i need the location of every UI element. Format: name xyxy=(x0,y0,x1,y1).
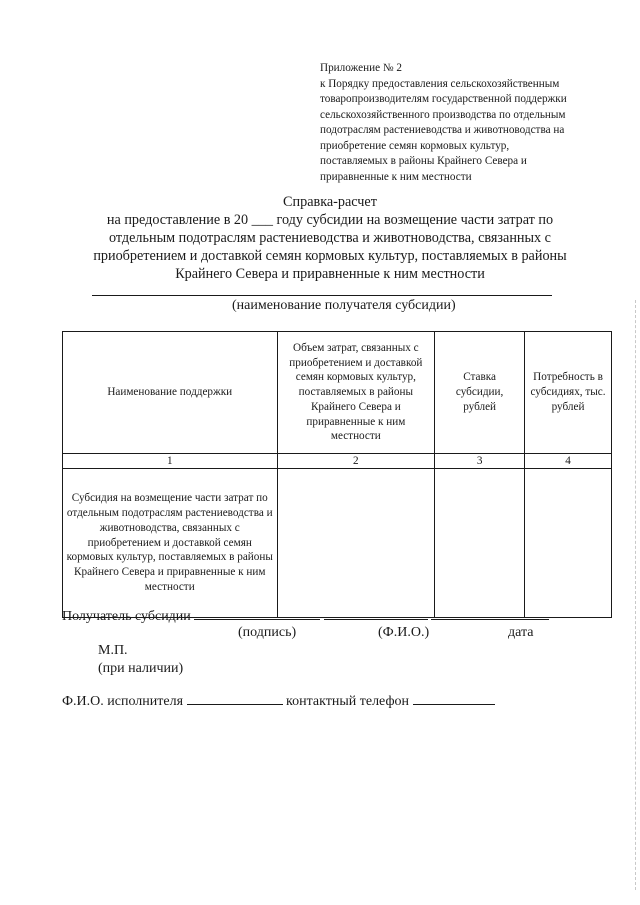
subsidy-need-cell[interactable] xyxy=(525,469,612,618)
title-line: приобретением и доставкой семян кормовых культур, поставляемых в районы xyxy=(93,248,567,264)
signature-caption: (подпись) xyxy=(238,625,297,640)
stamp-note: (при наличии) xyxy=(98,661,184,676)
title-heading: Справка-расчет xyxy=(283,194,377,210)
executor-name-line[interactable] xyxy=(187,692,283,705)
appendix-line: приравненные к ним местности xyxy=(320,170,472,183)
scan-edge xyxy=(634,300,636,890)
header-cell: Объем затрат, связанных с приобретением и доставкой семян кормовых культур, поставляемых в районы Крайнего Севера и приравненные к ним местности xyxy=(277,332,435,454)
signature-line[interactable] xyxy=(194,607,320,620)
column-number: 2 xyxy=(277,454,435,469)
recipient-label: Получатель субсидии xyxy=(62,609,191,624)
cost-volume-cell[interactable] xyxy=(277,469,435,618)
column-number: 1 xyxy=(63,454,278,469)
appendix-line: сельскохозяйственного производства по отдельным xyxy=(320,108,566,121)
executor-row xyxy=(62,692,495,710)
appendix-line: Приложение № 2 xyxy=(320,62,402,74)
column-number: 3 xyxy=(435,454,525,469)
table-row xyxy=(63,469,612,618)
date-caption: дата xyxy=(508,625,534,640)
appendix-line: приобретение семян кормовых культур, xyxy=(320,139,510,152)
recipient-name-line xyxy=(92,295,552,296)
header-cell: Ставка субсидии, рублей xyxy=(435,332,525,454)
calculation-table xyxy=(62,331,612,618)
appendix-line: подотраслям растениеводства и животноводства на xyxy=(320,124,565,136)
stamp-label: М.П. xyxy=(98,643,128,658)
title-line: отдельным подотраслям растениеводства и животноводства, связанных с xyxy=(109,230,551,246)
recipient-signature-row xyxy=(62,607,549,625)
executor-label: Ф.И.О. исполнителя xyxy=(62,694,184,709)
column-number: 4 xyxy=(525,454,612,469)
phone-label: контактный телефон xyxy=(286,694,410,709)
fio-line[interactable] xyxy=(324,607,428,620)
phone-line[interactable] xyxy=(413,692,495,705)
document-title xyxy=(60,193,600,283)
date-line[interactable] xyxy=(431,607,549,620)
title-line: на предоставление в 20 ___ году субсидии на возмещение части затрат по xyxy=(106,212,554,228)
appendix-line: товаропроизводителям государственной поддержки xyxy=(320,93,567,105)
appendix-line: к Порядку предоставления сельскохозяйственным xyxy=(320,77,560,90)
appendix-line: поставляемых в районы Крайнего Севера и xyxy=(320,155,527,167)
recipient-caption: (наименование получателя субсидии) xyxy=(232,298,456,313)
column-number-row xyxy=(63,454,612,469)
subsidy-rate-cell[interactable] xyxy=(435,469,525,618)
header-cell: Потребность в субсидиях, тыс. рублей xyxy=(525,332,612,454)
table-header-row xyxy=(63,332,612,454)
fio-caption: (Ф.И.О.) xyxy=(378,625,430,640)
header-cell: Наименование поддержки xyxy=(63,332,278,454)
appendix-note xyxy=(320,61,620,185)
title-line: Крайнего Севера и приравненные к ним местности xyxy=(175,266,485,282)
support-name-cell: Субсидия на возмещение части затрат по отдельным подотраслям растениеводства и животноводства, связанных с приобретением и доставкой семян кормовых культур, поставляемых в районы Крайнего Севера и приравненные к ним местности xyxy=(63,469,278,618)
